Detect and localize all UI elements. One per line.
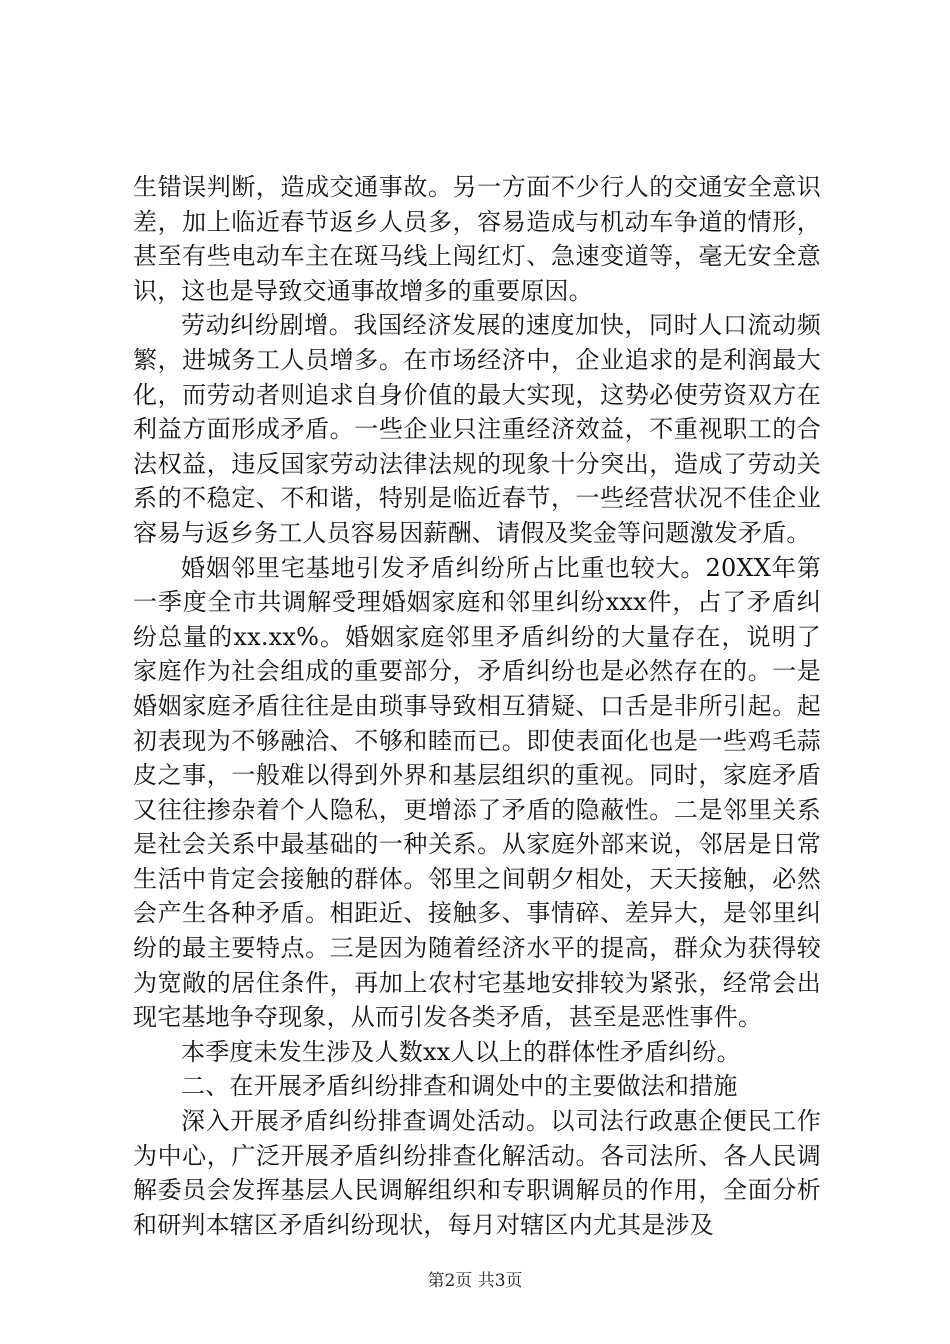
page-footer: [0, 1270, 950, 1292]
document-body: [133, 170, 821, 1242]
paragraph-investigation-activities: 深入开展矛盾纠纷排查调处活动。以司法行政惠企便民工作为中心，广泛开展矛盾纠纷排查化解活动。各司法所、各人民调解委员会发挥基层人民调解组织和专职调解员的作用，全面分析和研判本辖区矛盾纠纷现状，每月对辖区内尤其是涉及: [133, 1107, 821, 1239]
paragraph-marriage-neighbor-disputes: 婚姻邻里宅基地引发矛盾纠纷所占比重也较大。20XX年第一季度全市共调解受理婚姻家庭和邻里纠纷xxx件，占了矛盾纠纷总量的xx.xx%。婚姻家庭邻里矛盾纠纷的大量存在，说明了家庭作为社会组成的重要部分，矛盾纠纷也是必然存在的。一是婚姻家庭矛盾往往是由琐事导致相互猜疑、口舌是非所引起。起初表现为不够融洽、不够和睦而已。即使表面化也是一些鸡毛蒜皮之事，一般难以得到外界和基层组织的重视。同时，家庭矛盾又往往掺杂着个人隐私，更增添了矛盾的隐蔽性。二是邻里关系是社会关系中最基础的一种关系。从家庭外部来说，邻居是日常生活中肯定会接触的群体。邻里之间朝夕相处，天天接触，必然会产生各种矛盾。相距近、接触多、事情碎、差异大，是邻里纠纷的最主要特点。三是因为随着经济水平的提高，群众为获得较为宽敞的居住条件，再加上农村宅基地安排较为紧张，经常会出现宅基地争夺现象，从而引发各类矛盾，甚至是恶性事件。: [133, 553, 821, 1032]
paragraph-group-disputes: 本季度未发生涉及人数xx人以上的群体性矛盾纠纷。: [181, 1037, 741, 1066]
page-number-label: 第2页 共3页: [427, 1271, 523, 1291]
paragraph-labor-disputes: 劳动纠纷剧增。我国经济发展的速度加快，同时人口流动频繁，进城务工人员增多。在市场经济中，企业追求的是利润最大化，而劳动者则追求自身价值的最大实现，这势必使劳资双方在利益方面形成矛盾。一些企业只注重经济效益，不重视职工的合法权益，违反国家劳动法律法规的现象十分突出，造成了劳动关系的不稳定、不和谐，特别是临近春节，一些经营状况不佳企业容易与返乡务工人员容易因薪酬、请假及奖金等问题激发矛盾。: [133, 311, 821, 547]
paragraph-traffic-continuation: 生错误判断，造成交通事故。另一方面不少行人的交通安全意识差，加上临近春节返乡人员多，容易造成与机动车争道的情形，甚至有些电动车主在斑马线上闯红灯、急速变道等，毫无安全意识，这也是导致交通事故增多的重要原因。: [133, 173, 821, 305]
section-heading-measures: 二、在开展矛盾纠纷排查和调处中的主要做法和措施: [181, 1072, 738, 1101]
